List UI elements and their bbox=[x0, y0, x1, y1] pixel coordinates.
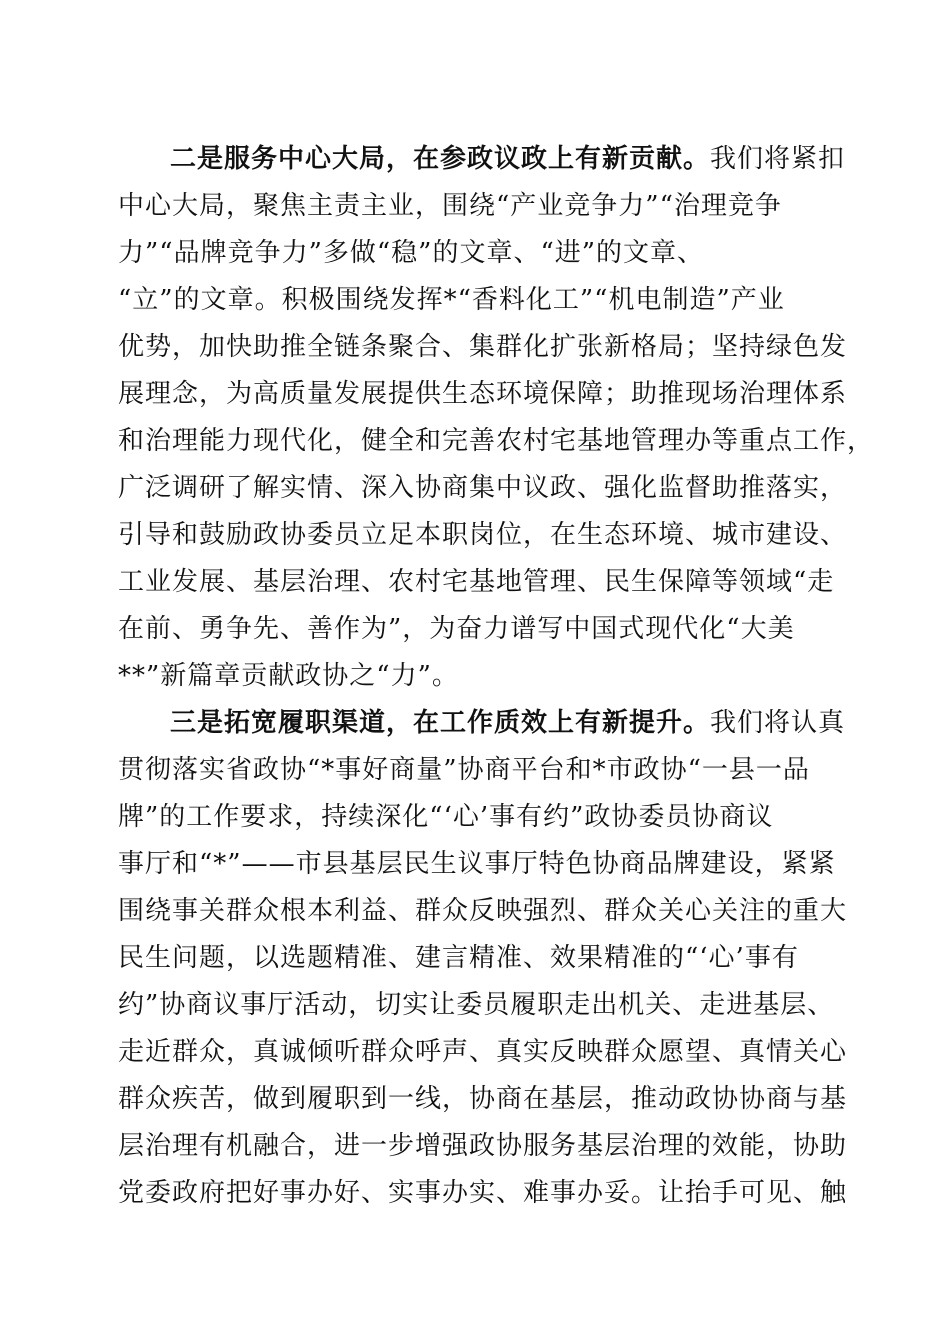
paragraph-line: 和治理能力现代化，健全和完善农村宅基地管理办等重点工作， bbox=[118, 426, 875, 456]
paragraph-line: 事厅和“*”——市县基层民生议事厅特色协商品牌建设，紧紧 bbox=[118, 849, 836, 879]
paragraph-line: 中心大局，聚焦主责主业，围绕“产业竞争力”“治理竞争 bbox=[118, 191, 782, 221]
paragraph-line bbox=[118, 136, 846, 183]
paragraph-line: 优势，加快助推全链条聚合、集群化扩张新格局；坚持绿色发 bbox=[118, 332, 848, 362]
paragraph-line: 工业发展、基层治理、农村宅基地管理、民生保障等领域“走 bbox=[118, 567, 835, 597]
paragraph-line bbox=[118, 700, 846, 747]
paragraph-line: **”新篇章贡献政协之“力”。 bbox=[118, 661, 459, 691]
paragraph-line: 在前、勇争先、善作为”，为奋力谱写中国式现代化“大美 bbox=[118, 614, 795, 644]
paragraph-line: 力”“品牌竞争力”多做“稳”的文章、“进”的文章、 bbox=[118, 238, 705, 268]
paragraph-text: 我们将认真 bbox=[710, 708, 846, 738]
paragraph-line: 层治理有机融合，进一步增强政协服务基层治理的效能，协助 bbox=[118, 1131, 848, 1161]
paragraph-line: 广泛调研了解实情、深入协商集中议政、强化监督助推落实， bbox=[118, 473, 848, 503]
paragraph-line: 群众疾苦，做到履职到一线，协商在基层，推动政协协商与基 bbox=[118, 1084, 848, 1114]
paragraph-line: 引导和鼓励政协委员立足本职岗位，在生态环境、城市建设、 bbox=[118, 520, 848, 550]
paragraph-line: “立”的文章。积极围绕发挥*“香料化工”“机电制造”产业 bbox=[118, 285, 785, 315]
paragraph-line: 贯彻落实省政协“*事好商量”协商平台和*市政协“一县一品 bbox=[118, 755, 810, 785]
paragraph-line: 党委政府把好事办好、实事办实、难事办妥。让抬手可见、触 bbox=[118, 1178, 848, 1208]
paragraph-lead: 二是服务中心大局，在参政议政上有新贡献。 bbox=[170, 144, 711, 174]
paragraph-line: 约”协商议事厅活动，切实让委员履职走出机关、走进基层、 bbox=[118, 990, 835, 1020]
paragraph-text: 我们将紧扣 bbox=[710, 144, 846, 174]
paragraph-lead: 三是拓宽履职渠道，在工作质效上有新提升。 bbox=[170, 708, 711, 738]
paragraph-line: 牌”的工作要求，持续深化“‘心’事有约”政协委员协商议 bbox=[118, 802, 774, 832]
paragraph-line: 民生问题，以选题精准、建言精准、效果精准的“‘心’事有 bbox=[118, 943, 799, 973]
document-body bbox=[118, 136, 875, 1217]
paragraph-line: 展理念，为高质量发展提供生态环境保障；助推现场治理体系 bbox=[118, 379, 848, 409]
paragraph-line: 围绕事关群众根本利益、群众反映强烈、群众关心关注的重大 bbox=[118, 896, 848, 926]
paragraph-line: 走近群众，真诚倾听群众呼声、真实反映群众愿望、真情关心 bbox=[118, 1037, 848, 1067]
